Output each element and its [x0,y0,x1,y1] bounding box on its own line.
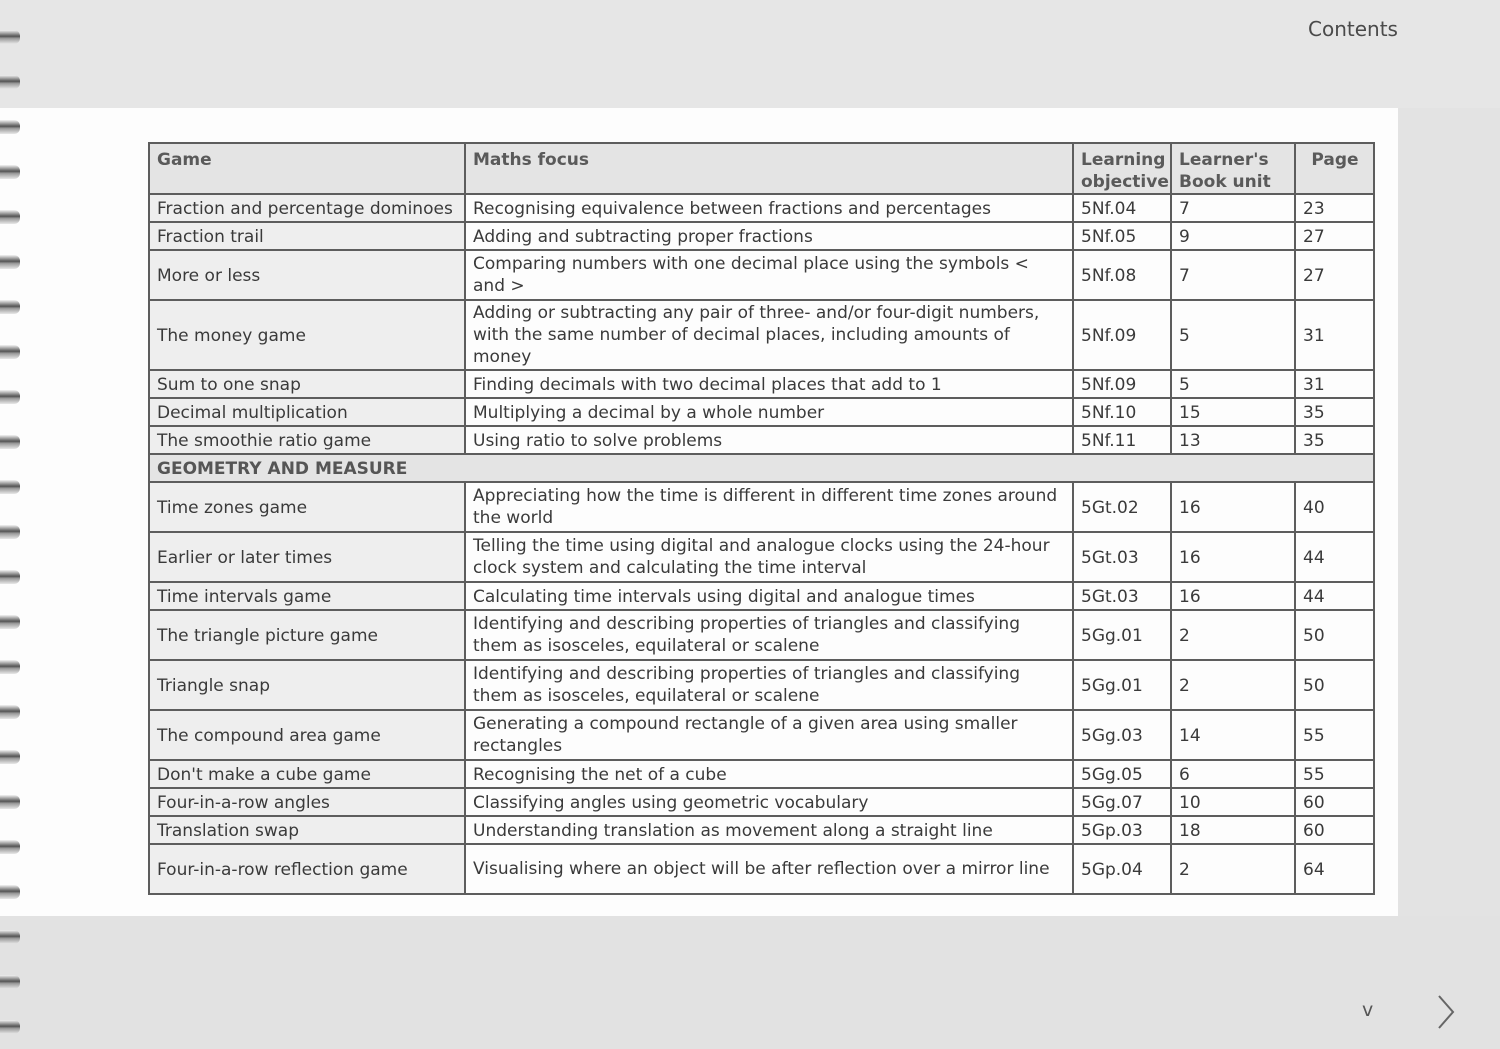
book-unit-cell: 14 [1171,710,1295,760]
table-header-row [149,143,1374,194]
binding-ring [0,255,20,269]
binding-ring [0,975,20,989]
page-cell: 50 [1295,610,1374,660]
binding-ring [0,210,20,224]
page-cell: 60 [1295,816,1374,844]
learning-objective-cell: 5Nf.09 [1073,370,1171,398]
maths-focus-cell: Identifying and describing properties of triangles and classifying them as isosceles, equilateral or scalene [465,660,1073,710]
binding-ring [0,30,20,44]
page-cell: 27 [1295,250,1374,300]
page-cell: 64 [1295,844,1374,894]
binding-ring [0,660,20,674]
learning-objective-cell: 5Gt.02 [1073,482,1171,532]
header-page: Page [1295,143,1374,194]
game-cell: Four-in-a-row reflection game [149,844,465,894]
book-unit-cell: 16 [1171,582,1295,610]
page-cell: 55 [1295,710,1374,760]
header-maths-focus: Maths focus [465,143,1073,194]
binding-ring [0,795,20,809]
game-cell: Decimal multiplication [149,398,465,426]
book-unit-cell: 2 [1171,610,1295,660]
maths-focus-cell: Identifying and describing properties of triangles and classifying them as isosceles, equilateral or scalene [465,610,1073,660]
chevron-right-icon[interactable] [1434,992,1458,1032]
maths-focus-cell: Finding decimals with two decimal places that add to 1 [465,370,1073,398]
page-cell: 60 [1295,788,1374,816]
learning-objective-cell: 5Gg.07 [1073,788,1171,816]
game-cell: Fraction and percentage dominoes [149,194,465,222]
book-unit-cell: 18 [1171,816,1295,844]
table-row [149,426,1374,454]
page-cell: 55 [1295,760,1374,788]
game-cell: More or less [149,250,465,300]
maths-focus-cell: Using ratio to solve problems [465,426,1073,454]
game-cell: Translation swap [149,816,465,844]
learning-objective-cell: 5Nf.11 [1073,426,1171,454]
binding-ring [0,525,20,539]
game-cell: Fraction trail [149,222,465,250]
maths-focus-cell: Telling the time using digital and analogue clocks using the 24-hour clock system and calculating the time interval [465,532,1073,582]
game-cell: Sum to one snap [149,370,465,398]
table-row [149,582,1374,610]
binding-ring [0,930,20,944]
game-cell: Earlier or later times [149,532,465,582]
page-cell: 27 [1295,222,1374,250]
page-cell: 35 [1295,426,1374,454]
book-unit-cell: 16 [1171,532,1295,582]
learning-objective-cell: 5Gt.03 [1073,532,1171,582]
binding-ring [0,480,20,494]
learning-objective-cell: 5Nf.09 [1073,300,1171,370]
maths-focus-cell: Multiplying a decimal by a whole number [465,398,1073,426]
learning-objective-cell: 5Gt.03 [1073,582,1171,610]
learning-objective-cell: 5Gg.05 [1073,760,1171,788]
binding-ring [0,1020,20,1034]
binding-ring [0,120,20,134]
page-cell: 50 [1295,660,1374,710]
maths-focus-cell: Adding and subtracting proper fractions [465,222,1073,250]
binding-ring [0,705,20,719]
learning-objective-cell: 5Gp.04 [1073,844,1171,894]
page-cell: 40 [1295,482,1374,532]
page-number: v [1362,999,1374,1021]
game-cell: Four-in-a-row angles [149,788,465,816]
book-unit-cell: 7 [1171,250,1295,300]
running-head: Contents [1308,17,1398,41]
table-row [149,788,1374,816]
table-row [149,482,1374,532]
learning-objective-cell: 5Nf.08 [1073,250,1171,300]
learning-objective-cell: 5Nf.10 [1073,398,1171,426]
learning-objective-cell: 5Nf.05 [1073,222,1171,250]
learning-objective-cell: 5Gp.03 [1073,816,1171,844]
page-cell: 44 [1295,582,1374,610]
photo-background-right [1398,108,1500,916]
book-unit-cell: 15 [1171,398,1295,426]
page-cell: 35 [1295,398,1374,426]
book-unit-cell: 16 [1171,482,1295,532]
binding-ring [0,570,20,584]
binding-ring [0,390,20,404]
binding-ring [0,345,20,359]
binding-ring [0,300,20,314]
game-cell: Time zones game [149,482,465,532]
binding-ring [0,750,20,764]
table-row [149,816,1374,844]
maths-focus-cell: Visualising where an object will be after reflection over a mirror line [465,844,1073,894]
table-row [149,760,1374,788]
table-row [149,610,1374,660]
maths-focus-cell: Recognising equivalence between fractions and percentages [465,194,1073,222]
book-unit-cell: 7 [1171,194,1295,222]
binding-ring [0,435,20,449]
book-unit-cell: 13 [1171,426,1295,454]
table-row [149,710,1374,760]
game-cell: The smoothie ratio game [149,426,465,454]
page-cell: 44 [1295,532,1374,582]
book-unit-cell: 5 [1171,300,1295,370]
binding-ring [0,165,20,179]
binding-ring [0,840,20,854]
maths-focus-cell: Comparing numbers with one decimal place using the symbols < and > [465,250,1073,300]
photo-background-top [0,0,1500,110]
section-title: GEOMETRY AND MEASURE [149,454,1374,482]
page-cell: 31 [1295,370,1374,398]
book-unit-cell: 10 [1171,788,1295,816]
header-game: Game [149,143,465,194]
table-row [149,844,1374,894]
learning-objective-cell: 5Gg.01 [1073,610,1171,660]
section-row [149,454,1374,482]
contents-table [148,142,1375,895]
book-unit-cell: 5 [1171,370,1295,398]
learning-objective-cell: 5Gg.01 [1073,660,1171,710]
game-cell: Time intervals game [149,582,465,610]
game-cell: The triangle picture game [149,610,465,660]
spiral-binding [0,0,24,1049]
maths-focus-cell: Appreciating how the time is different in different time zones around the world [465,482,1073,532]
table-row [149,250,1374,300]
maths-focus-cell: Classifying angles using geometric vocabulary [465,788,1073,816]
page-cell: 23 [1295,194,1374,222]
game-cell: Don't make a cube game [149,760,465,788]
page-cell: 31 [1295,300,1374,370]
game-cell: The money game [149,300,465,370]
table-row [149,194,1374,222]
header-learning-objective: Learning objective [1073,143,1171,194]
binding-ring [0,885,20,899]
header-book-unit: Learner's Book unit [1171,143,1295,194]
maths-focus-cell: Adding or subtracting any pair of three- and/or four-digit numbers, with the same number of decimal places, including amounts of money [465,300,1073,370]
game-cell: Triangle snap [149,660,465,710]
learning-objective-cell: 5Nf.04 [1073,194,1171,222]
book-unit-cell: 2 [1171,660,1295,710]
learning-objective-cell: 5Gg.03 [1073,710,1171,760]
table-row [149,398,1374,426]
table-row [149,300,1374,370]
table-row [149,370,1374,398]
maths-focus-cell: Generating a compound rectangle of a given area using smaller rectangles [465,710,1073,760]
table-row [149,660,1374,710]
table-row [149,222,1374,250]
maths-focus-cell: Understanding translation as movement along a straight line [465,816,1073,844]
binding-ring [0,75,20,89]
book-unit-cell: 6 [1171,760,1295,788]
photo-background-bottom [0,916,1500,1049]
book-unit-cell: 9 [1171,222,1295,250]
binding-ring [0,615,20,629]
game-cell: The compound area game [149,710,465,760]
maths-focus-cell: Recognising the net of a cube [465,760,1073,788]
maths-focus-cell: Calculating time intervals using digital and analogue times [465,582,1073,610]
table-row [149,532,1374,582]
book-unit-cell: 2 [1171,844,1295,894]
